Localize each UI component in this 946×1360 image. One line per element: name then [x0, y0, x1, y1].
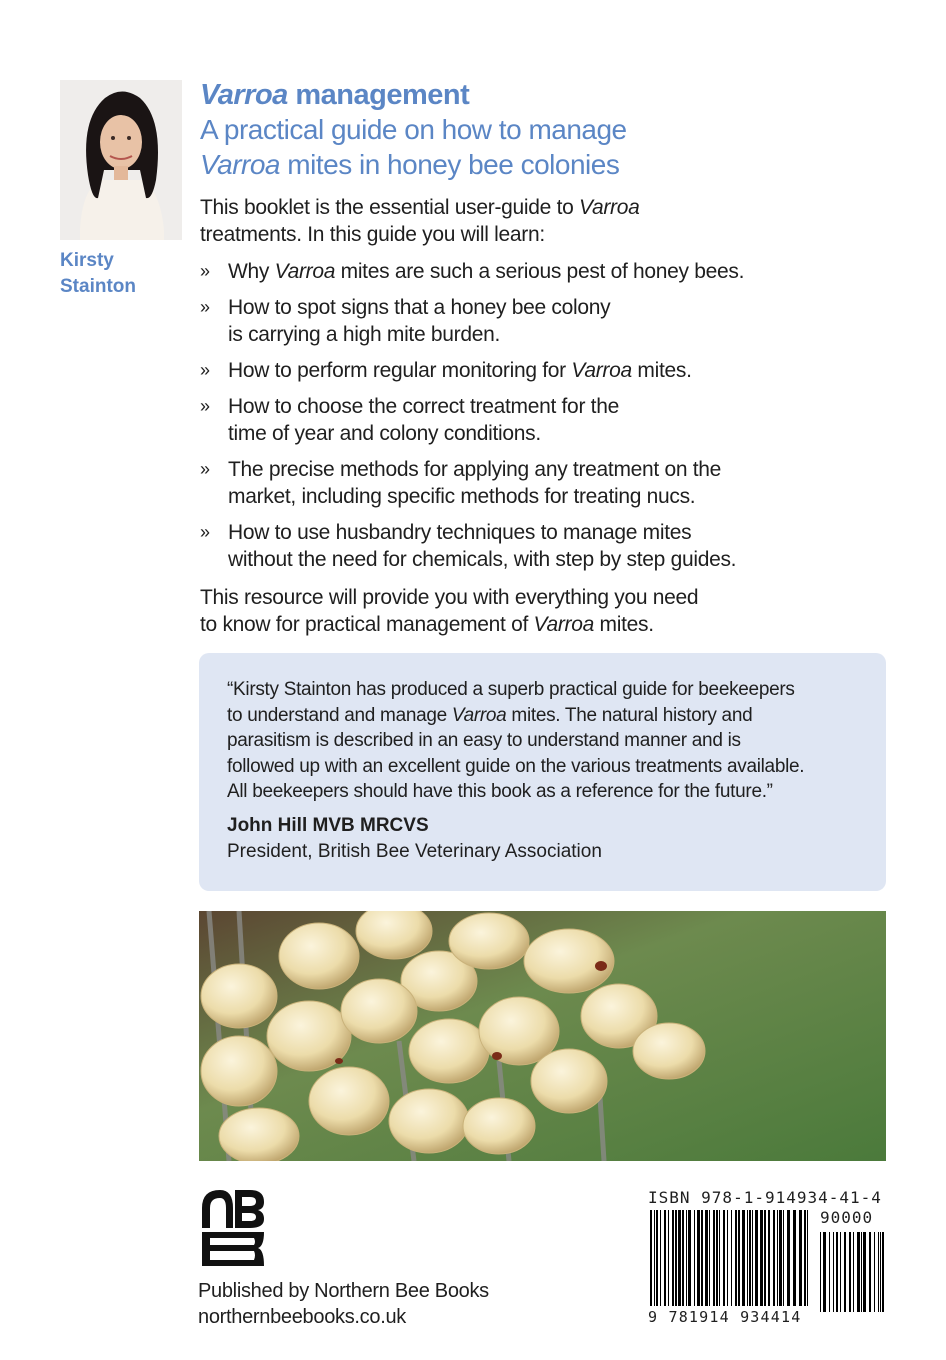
- barcode-addon-bar: [840, 1232, 841, 1312]
- bullet-marker: »: [200, 459, 210, 479]
- intro-line2: treatments. In this guide you will learn:: [200, 223, 545, 246]
- barcode-bar: [675, 1210, 677, 1306]
- barcode-bar: [719, 1210, 720, 1306]
- list-item: [200, 456, 900, 510]
- bullet-line: How to choose the correct treatment for the: [228, 395, 619, 418]
- barcode-bar: [716, 1210, 718, 1306]
- bullet-text: mites.: [631, 359, 692, 382]
- bullet-line: without the need for chemicals, with step by step guides.: [228, 548, 737, 571]
- barcode-bar: [686, 1210, 687, 1306]
- author-portrait: [60, 80, 182, 240]
- barcode-addon-bar: [849, 1232, 851, 1312]
- barcode-bar: [735, 1210, 737, 1306]
- isbn-label: ISBN 978-1-914934-41-4: [648, 1188, 882, 1207]
- bullet-line: time of year and colony conditions.: [228, 422, 541, 445]
- intro-line1: [200, 194, 900, 221]
- closing-text: to know for practical management of: [200, 613, 534, 636]
- subtitle-italic: Varroa: [200, 149, 281, 180]
- barcode-addon-bar: [880, 1232, 881, 1312]
- barcode-addon-bar: [820, 1232, 821, 1312]
- barcode-bar: [727, 1210, 728, 1306]
- title-block: [200, 78, 900, 182]
- barcode-bar: [768, 1210, 770, 1306]
- bullet-line: is carrying a high mite burden.: [228, 323, 501, 346]
- barcode-bar: [799, 1210, 802, 1306]
- closing-line2: [200, 611, 900, 638]
- barcode-addon-bar: [844, 1232, 846, 1312]
- list-item: [200, 393, 900, 447]
- barcode-addon-bar: [861, 1232, 862, 1312]
- barcode-addon: 90000: [820, 1208, 874, 1227]
- intro-italic: Varroa: [579, 196, 640, 219]
- barcode-bar: [738, 1210, 740, 1306]
- bullet-marker: »: [200, 261, 210, 281]
- barcode-bar: [709, 1210, 710, 1306]
- barcode-bar: [694, 1210, 695, 1306]
- learning-list: [200, 258, 900, 582]
- list-item: [200, 519, 900, 573]
- quote-line: All beekeepers should have this book as a reference for the future.”: [227, 781, 773, 802]
- barcode-bar: [688, 1210, 691, 1306]
- barcode-addon-bar: [882, 1232, 884, 1312]
- subtitle-rest: mites in honey bee colonies: [280, 149, 620, 180]
- bullet-text: Why: [228, 260, 275, 283]
- barcode-bar: [701, 1210, 703, 1306]
- bullet-line: The precise methods for applying any treatment on the: [228, 458, 722, 481]
- intro-part1: This booklet is the essential user-guide to: [200, 196, 580, 219]
- barcode-addon-bar: [833, 1232, 834, 1312]
- barcode-digits: 9 781914 934414: [648, 1308, 802, 1326]
- closing-text: mites.: [594, 613, 654, 636]
- testimonial-box: [199, 653, 886, 891]
- barcode-bar: [779, 1210, 782, 1306]
- barcode-addon-bar: [853, 1232, 854, 1312]
- barcode-addon-bar: [836, 1232, 838, 1312]
- barcode-bar: [793, 1210, 796, 1306]
- quote-line: followed up with an excellent guide on the various treatments available.: [227, 755, 805, 777]
- publisher-info: [198, 1278, 489, 1330]
- barcode-addon-bar: [874, 1232, 875, 1312]
- larvae-illustration: [199, 911, 886, 1161]
- quote-text: mites. The natural history and: [506, 704, 753, 726]
- barcode-bar: [747, 1210, 748, 1306]
- barcode-bar: [723, 1210, 725, 1306]
- barcode-addon-bar: [857, 1232, 860, 1312]
- quote-line: parasitism is described in an easy to understand manner and is: [227, 730, 741, 751]
- bullet-line: How to spot signs that a honey bee colony: [228, 296, 611, 319]
- book-title: [200, 78, 900, 112]
- author-last-name: Stainton: [60, 276, 136, 297]
- barcode-bar: [742, 1210, 745, 1306]
- barcode-bar: [682, 1210, 684, 1306]
- barcode-addon-bar: [863, 1232, 866, 1312]
- author-first-name: Kirsty: [60, 250, 114, 271]
- barcode-bar: [697, 1210, 700, 1306]
- title-italic: Varroa: [200, 79, 288, 111]
- publisher-name: Published by Northern Bee Books: [198, 1280, 489, 1302]
- closing-line1: This resource will provide you with everything you need: [200, 586, 699, 609]
- author-photo: [60, 80, 182, 240]
- barcode-bar: [773, 1210, 775, 1306]
- bullet-marker: »: [200, 522, 210, 542]
- barcode-bar: [731, 1210, 732, 1306]
- northern-bee-books-logo: [198, 1188, 268, 1268]
- barcode-bar: [787, 1210, 790, 1306]
- barcode-bar: [650, 1210, 652, 1306]
- barcode-bar: [656, 1210, 658, 1306]
- barcode-addon-bar: [829, 1232, 830, 1312]
- barcode-bar: [760, 1210, 763, 1306]
- bullet-marker: »: [200, 360, 210, 380]
- intro-paragraph: [200, 194, 900, 248]
- publisher-website[interactable]: northernbeebooks.co.uk: [198, 1306, 406, 1328]
- quote-text: to understand and manage: [227, 704, 452, 726]
- barcode-bar: [713, 1210, 715, 1306]
- subtitle-line1: A practical guide on how to manage: [200, 114, 627, 145]
- bullet-marker: »: [200, 396, 210, 416]
- bullet-italic: Varroa: [274, 260, 336, 283]
- quote-line: [227, 703, 867, 729]
- title-rest: management: [287, 79, 470, 111]
- quote-italic: Varroa: [451, 704, 507, 726]
- author-name: [60, 248, 180, 300]
- bullet-line: How to use husbandry techniques to manage mites: [228, 521, 692, 544]
- larvae-photo: [199, 911, 886, 1161]
- barcode-addon-bar: [878, 1232, 879, 1312]
- closing-paragraph: [200, 584, 900, 638]
- barcode-bar: [678, 1210, 681, 1306]
- list-item: [200, 294, 900, 348]
- closing-italic: Varroa: [533, 613, 594, 636]
- barcode-bar: [664, 1210, 666, 1306]
- barcode-bar: [660, 1210, 661, 1306]
- barcode-bar: [654, 1210, 655, 1306]
- barcode-bar: [755, 1210, 758, 1306]
- nbb-logo-icon: [198, 1188, 268, 1268]
- testimonial-quote: [227, 677, 867, 805]
- barcode-bar: [804, 1210, 806, 1306]
- bullet-text: mites are such a serious pest of honey bees.: [335, 260, 745, 283]
- list-item: [200, 357, 900, 384]
- subtitle-line2: [200, 147, 900, 182]
- bullet-italic: Varroa: [571, 359, 632, 382]
- barcode-bar: [705, 1210, 708, 1306]
- barcode-bar: [672, 1210, 674, 1306]
- bullet-marker: »: [200, 297, 210, 317]
- barcode-bar: [807, 1210, 808, 1306]
- barcode-bar: [783, 1210, 784, 1306]
- barcode-bar: [752, 1210, 753, 1306]
- list-item: [200, 258, 900, 285]
- barcode-bar: [764, 1210, 766, 1306]
- bullet-text: How to perform regular monitoring for: [228, 359, 572, 382]
- bullet-line: market, including specific methods for treating nucs.: [228, 485, 696, 508]
- quote-line: “Kirsty Stainton has produced a superb practical guide for beekeepers: [227, 679, 795, 700]
- barcode-bar: [777, 1210, 778, 1306]
- barcode-bar: [668, 1210, 669, 1306]
- barcode-addon-bar: [869, 1232, 871, 1312]
- barcode-addon-bar: [823, 1232, 826, 1312]
- testimonial-role: President, British Bee Veterinary Association: [227, 841, 602, 862]
- testimonial-author: John Hill MVB MRCVS: [227, 815, 429, 836]
- barcode-bar: [749, 1210, 751, 1306]
